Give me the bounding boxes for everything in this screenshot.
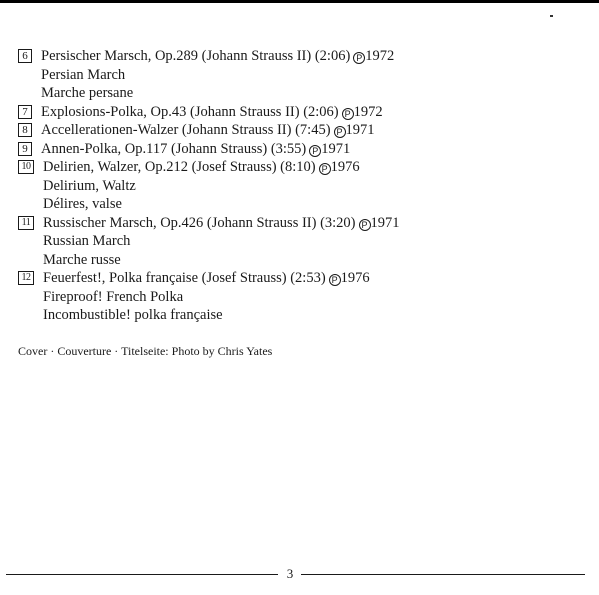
- page-number: 3: [286, 566, 294, 581]
- track-number: 7: [18, 105, 32, 119]
- track-title: Accellerationen-Walzer (Johann Strauss II) (7:45): [41, 122, 331, 138]
- phonogram-icon: P: [342, 108, 354, 120]
- track-translation: Delirium, Waltz: [43, 177, 136, 194]
- track-list: [18, 47, 578, 325]
- track-item: [18, 121, 578, 140]
- track-translation: Délires, valse: [43, 196, 122, 212]
- track-year: 1971: [370, 214, 400, 231]
- corner-mark: [550, 15, 553, 17]
- track-title: Persischer Marsch, Op.289 (Johann Strauss II) (2:06): [41, 48, 351, 64]
- phonogram-icon: P: [309, 145, 321, 157]
- track-title: Russischer Marsch, Op.426 (Johann Strauss II) (3:20): [43, 214, 356, 231]
- track-number: 11: [18, 216, 34, 230]
- track-title: Feuerfest!, Polka française (Josef Strauss) (2:53): [43, 270, 326, 286]
- track-item: [18, 214, 578, 270]
- phonogram-icon: P: [359, 219, 371, 231]
- track-item: [18, 269, 578, 325]
- track-year: 1972: [365, 48, 395, 64]
- track-translation: Incombustible! polka française: [43, 307, 223, 323]
- track-year: 1972: [353, 103, 383, 120]
- footer-rule-left: [6, 574, 278, 575]
- track-year: 1971: [321, 140, 351, 157]
- phonogram-icon: P: [334, 126, 346, 138]
- track-number: 8: [18, 123, 32, 137]
- track-year: 1976: [340, 270, 370, 286]
- track-translation: Marche persane: [41, 85, 134, 101]
- track-item: [18, 158, 578, 214]
- track-number: 12: [18, 271, 34, 285]
- track-year: 1976: [330, 159, 360, 175]
- track-translation: Russian March: [43, 233, 131, 249]
- phonogram-icon: P: [319, 163, 331, 175]
- track-item: [18, 140, 578, 159]
- phonogram-icon: P: [353, 52, 365, 64]
- track-year: 1971: [345, 122, 375, 138]
- track-title: Explosions-Polka, Op.43 (Johann Strauss II) (2:06): [41, 103, 339, 120]
- track-number: 10: [18, 160, 34, 174]
- track-translation: Persian March: [41, 66, 126, 83]
- phonogram-icon: P: [329, 274, 341, 286]
- track-title: Delirien, Walzer, Op.212 (Josef Strauss) (8:10): [43, 159, 316, 175]
- track-title: Annen-Polka, Op.117 (Johann Strauss) (3:55): [41, 140, 307, 157]
- cover-photo-credit: Cover · Couverture · Titelseite: Photo by Chris Yates: [18, 344, 273, 358]
- track-number: 6: [18, 49, 32, 63]
- track-number: 9: [18, 142, 32, 156]
- footer-rule-right: [301, 574, 585, 575]
- track-translation: Fireproof! French Polka: [43, 288, 184, 305]
- track-translation: Marche russe: [43, 251, 121, 268]
- track-item: [18, 47, 578, 103]
- track-item: [18, 103, 578, 122]
- top-border: [0, 0, 599, 3]
